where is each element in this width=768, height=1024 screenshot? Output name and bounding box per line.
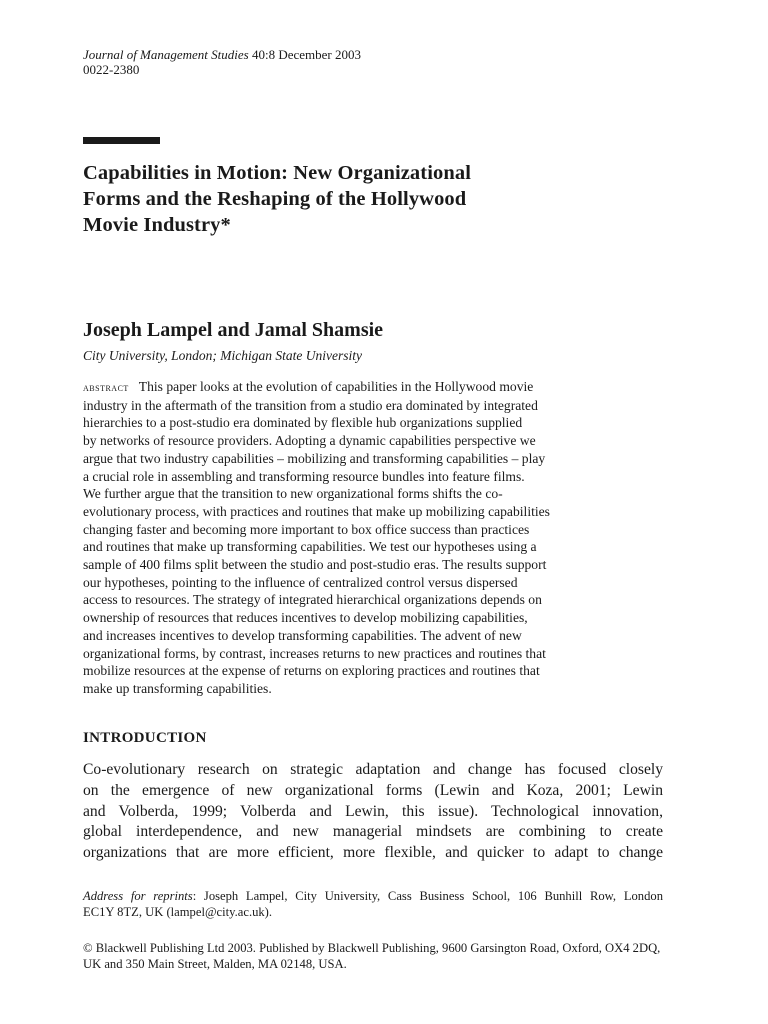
copyright-notice bbox=[83, 941, 663, 973]
reprints-label: Address for reprints bbox=[83, 889, 193, 903]
title-line: Forms and the Reshaping of the Hollywood bbox=[83, 188, 467, 210]
abstract-line: our hypotheses, pointing to the influence of centralized control versus dispersed bbox=[83, 574, 518, 590]
abstract-line: access to resources. The strategy of integrated hierarchical organizations depends on bbox=[83, 592, 542, 608]
abstract-line: sample of 400 films split between the studio and post-studio eras. The results support bbox=[83, 557, 547, 573]
authors: Joseph Lampel and Jamal Shamsie bbox=[83, 319, 384, 341]
affiliation: City University, London; Michigan State University bbox=[83, 348, 362, 363]
body-line: global interdependence, and new managerial mindsets are combining to create bbox=[83, 823, 663, 841]
abstract-line: make up transforming capabilities. bbox=[83, 680, 272, 696]
abstract-line: abstract This paper looks at the evolution of capabilities in the Hollywood movie bbox=[83, 379, 534, 394]
abstract-line: by networks of resource providers. Adopting a dynamic capabilities perspective we bbox=[83, 433, 536, 449]
abstract-line: We further argue that the transition to new organizational forms shifts the co- bbox=[83, 486, 503, 502]
journal-name: Journal of Management Studies bbox=[83, 47, 249, 62]
copyright-line: UK and 350 Main Street, Malden, MA 02148, USA. bbox=[83, 956, 347, 971]
abstract-line: hierarchies to a post-studio era dominated by flexible hub organizations supplied bbox=[83, 415, 523, 431]
section-heading-introduction: INTRODUCTION bbox=[83, 730, 207, 746]
abstract-label: abstract bbox=[83, 380, 129, 394]
title-line: Movie Industry* bbox=[83, 214, 231, 236]
abstract-line: organizational forms, by contrast, increases returns to new practices and routines that bbox=[83, 645, 546, 661]
copyright-line: © Blackwell Publishing Ltd 2003. Published by Blackwell Publishing, 9600 Garsington Road, Oxford, OX4 2DQ, bbox=[83, 941, 661, 955]
abstract-line: and routines that make up transforming capabilities. We test our hypotheses using a bbox=[83, 539, 537, 555]
introduction-body bbox=[83, 760, 663, 864]
abstract-line: mobilize resources at the expense of returns on exploring practices and routines that bbox=[83, 663, 540, 679]
abstract-line: a crucial role in assembling and transforming resource bundles into feature films. bbox=[83, 468, 525, 484]
paper-title bbox=[83, 160, 623, 238]
paper-page bbox=[83, 0, 663, 1024]
abstract-line: evolutionary process, with practices and routines that make up mobilizing capabilities bbox=[83, 503, 550, 519]
abstract-line: changing faster and becoming more important to box office success than practices bbox=[83, 521, 530, 537]
title-line: Capabilities in Motion: New Organizational bbox=[83, 162, 472, 184]
footnote-line: Address for reprints: Joseph Lampel, City University, Cass Business School, 106 Bunhill Row, London bbox=[83, 889, 663, 903]
title-rule bbox=[83, 137, 160, 144]
issn: 0022-2380 bbox=[83, 62, 140, 77]
journal-citation bbox=[83, 47, 361, 63]
body-line: on the emergence of new organizational forms (Lewin and Koza, 2001; Lewin bbox=[83, 781, 663, 799]
body-line: and Volberda, 1999; Volberda and Lewin, this issue). Technological innovation, bbox=[83, 802, 663, 820]
body-line: organizations that are more efficient, more flexible, and quicker to adapt to change bbox=[83, 844, 663, 862]
volume-date: 40:8 December 2003 bbox=[248, 47, 362, 62]
footnote-line: EC1Y 8TZ, UK (lampel@city.ac.uk). bbox=[83, 904, 273, 919]
abstract-line: and increases incentives to develop transforming capabilities. The advent of new bbox=[83, 627, 522, 643]
body-line: Co-evolutionary research on strategic adaptation and change has focused closely bbox=[83, 761, 663, 778]
abstract-line: ownership of resources that reduces incentives to develop mobilizing capabilities, bbox=[83, 610, 528, 626]
abstract bbox=[83, 378, 663, 698]
abstract-line: industry in the aftermath of the transition from a studio era dominated by integrated bbox=[83, 397, 538, 413]
abstract-line: argue that two industry capabilities – mobilizing and transforming capabilities – play bbox=[83, 450, 546, 466]
reprints-footnote bbox=[83, 889, 663, 921]
